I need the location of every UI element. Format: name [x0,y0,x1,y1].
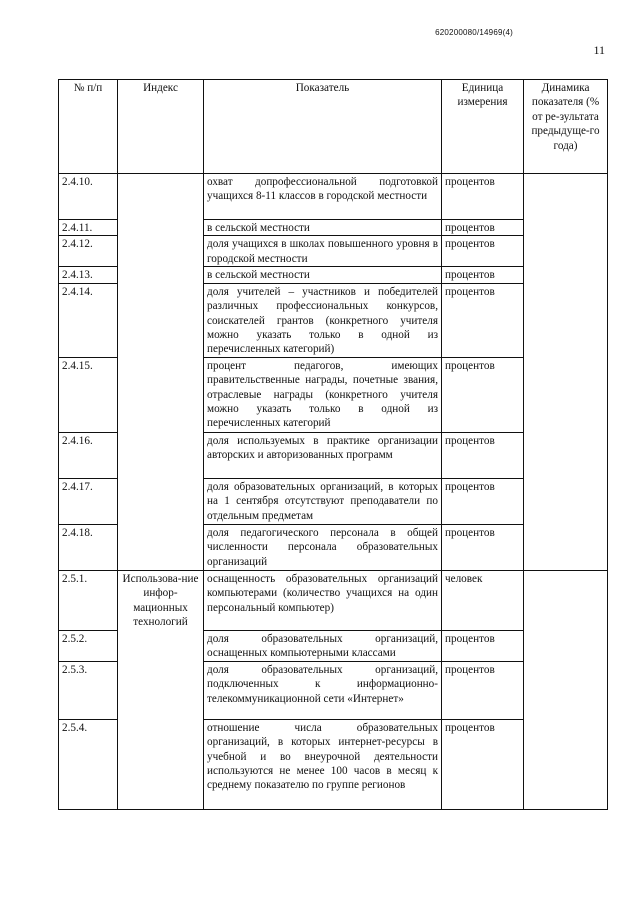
row-num: 2.4.18. [59,524,118,570]
row-indicator: охват допрофессиональной подготовкой учащихся 8-11 классов в городской местности [204,174,442,220]
row-num: 2.4.16. [59,432,118,478]
row-unit: процентов [442,283,524,357]
row-dynamics-empty [524,174,608,571]
row-indicator: доля педагогического персонала в общей численности персонала образовательных организаций [204,524,442,570]
row-unit: процентов [442,220,524,236]
header-index: Индекс [118,80,204,174]
row-unit: процентов [442,478,524,524]
row-num: 2.5.2. [59,630,118,661]
row-indicator: в сельской местности [204,220,442,236]
row-indicator: доля используемых в практике организации авторских и авторизованных программ [204,432,442,478]
table-row [59,570,608,630]
row-unit: процентов [442,267,524,283]
header-dynamics: Динамика показателя (% от ре-зультата предыдуще-го года) [524,80,608,174]
row-num: 2.4.12. [59,236,118,267]
row-unit: процентов [442,174,524,220]
row-indicator: в сельской местности [204,267,442,283]
row-unit: процентов [442,236,524,267]
row-unit: процентов [442,661,524,719]
row-unit: человек [442,570,524,630]
row-indicator: доля образовательных организаций, оснащенных компьютерными классами [204,630,442,661]
row-num: 2.5.4. [59,719,118,809]
table-row [59,174,608,220]
header-num: № п/п [59,80,118,174]
row-num: 2.4.14. [59,283,118,357]
table-header-row [59,80,608,174]
row-num: 2.4.11. [59,220,118,236]
row-unit: процентов [442,357,524,432]
row-unit: процентов [442,432,524,478]
header-indicator: Показатель [204,80,442,174]
row-indicator: доля образовательных организаций, подключенных к информационно-телекоммуникационной сети «Интернет» [204,661,442,719]
row-unit: процентов [442,630,524,661]
document-id: 620200080/14969(4) [435,28,513,37]
row-num: 2.4.17. [59,478,118,524]
indicators-table [58,79,608,810]
row-indicator: доля учащихся в школах повышенного уровня в городской местности [204,236,442,267]
row-unit: процентов [442,524,524,570]
row-unit: процентов [442,719,524,809]
row-indicator: процент педагогов, имеющих правительственные награды, почетные звания, отраслевые награды (конкретного учителя можно указать только в одной из перечисленных категорий [204,357,442,432]
row-num: 2.5.3. [59,661,118,719]
row-dynamics-empty [524,570,608,809]
row-index-empty [118,174,204,571]
row-num: 2.5.1. [59,570,118,630]
row-indicator: отношение числа образовательных организаций, в которых интернет-ресурсы в учебной и во внеурочной деятельности используются не менее 100 часов в месяц к среднему показателю по группе регионов [204,719,442,809]
row-indicator: доля образовательных организаций, в которых на 1 сентября отсутствуют преподаватели по отдельным предметам [204,478,442,524]
row-indicator: оснащенность образовательных организаций компьютерами (количество учащихся на один персональный компьютер) [204,570,442,630]
group-index-it: Использова-ние инфор-мационных технологий [118,570,204,809]
row-indicator: доля учителей – участников и победителей различных профессиональных конкурсов, соискателей грантов (конкретного учителя можно указать только в одной из перечисленных категорий) [204,283,442,357]
row-num: 2.4.15. [59,357,118,432]
row-num: 2.4.13. [59,267,118,283]
header-unit: Единица измерения [442,80,524,174]
page-number: 11 [593,43,605,57]
row-num: 2.4.10. [59,174,118,220]
